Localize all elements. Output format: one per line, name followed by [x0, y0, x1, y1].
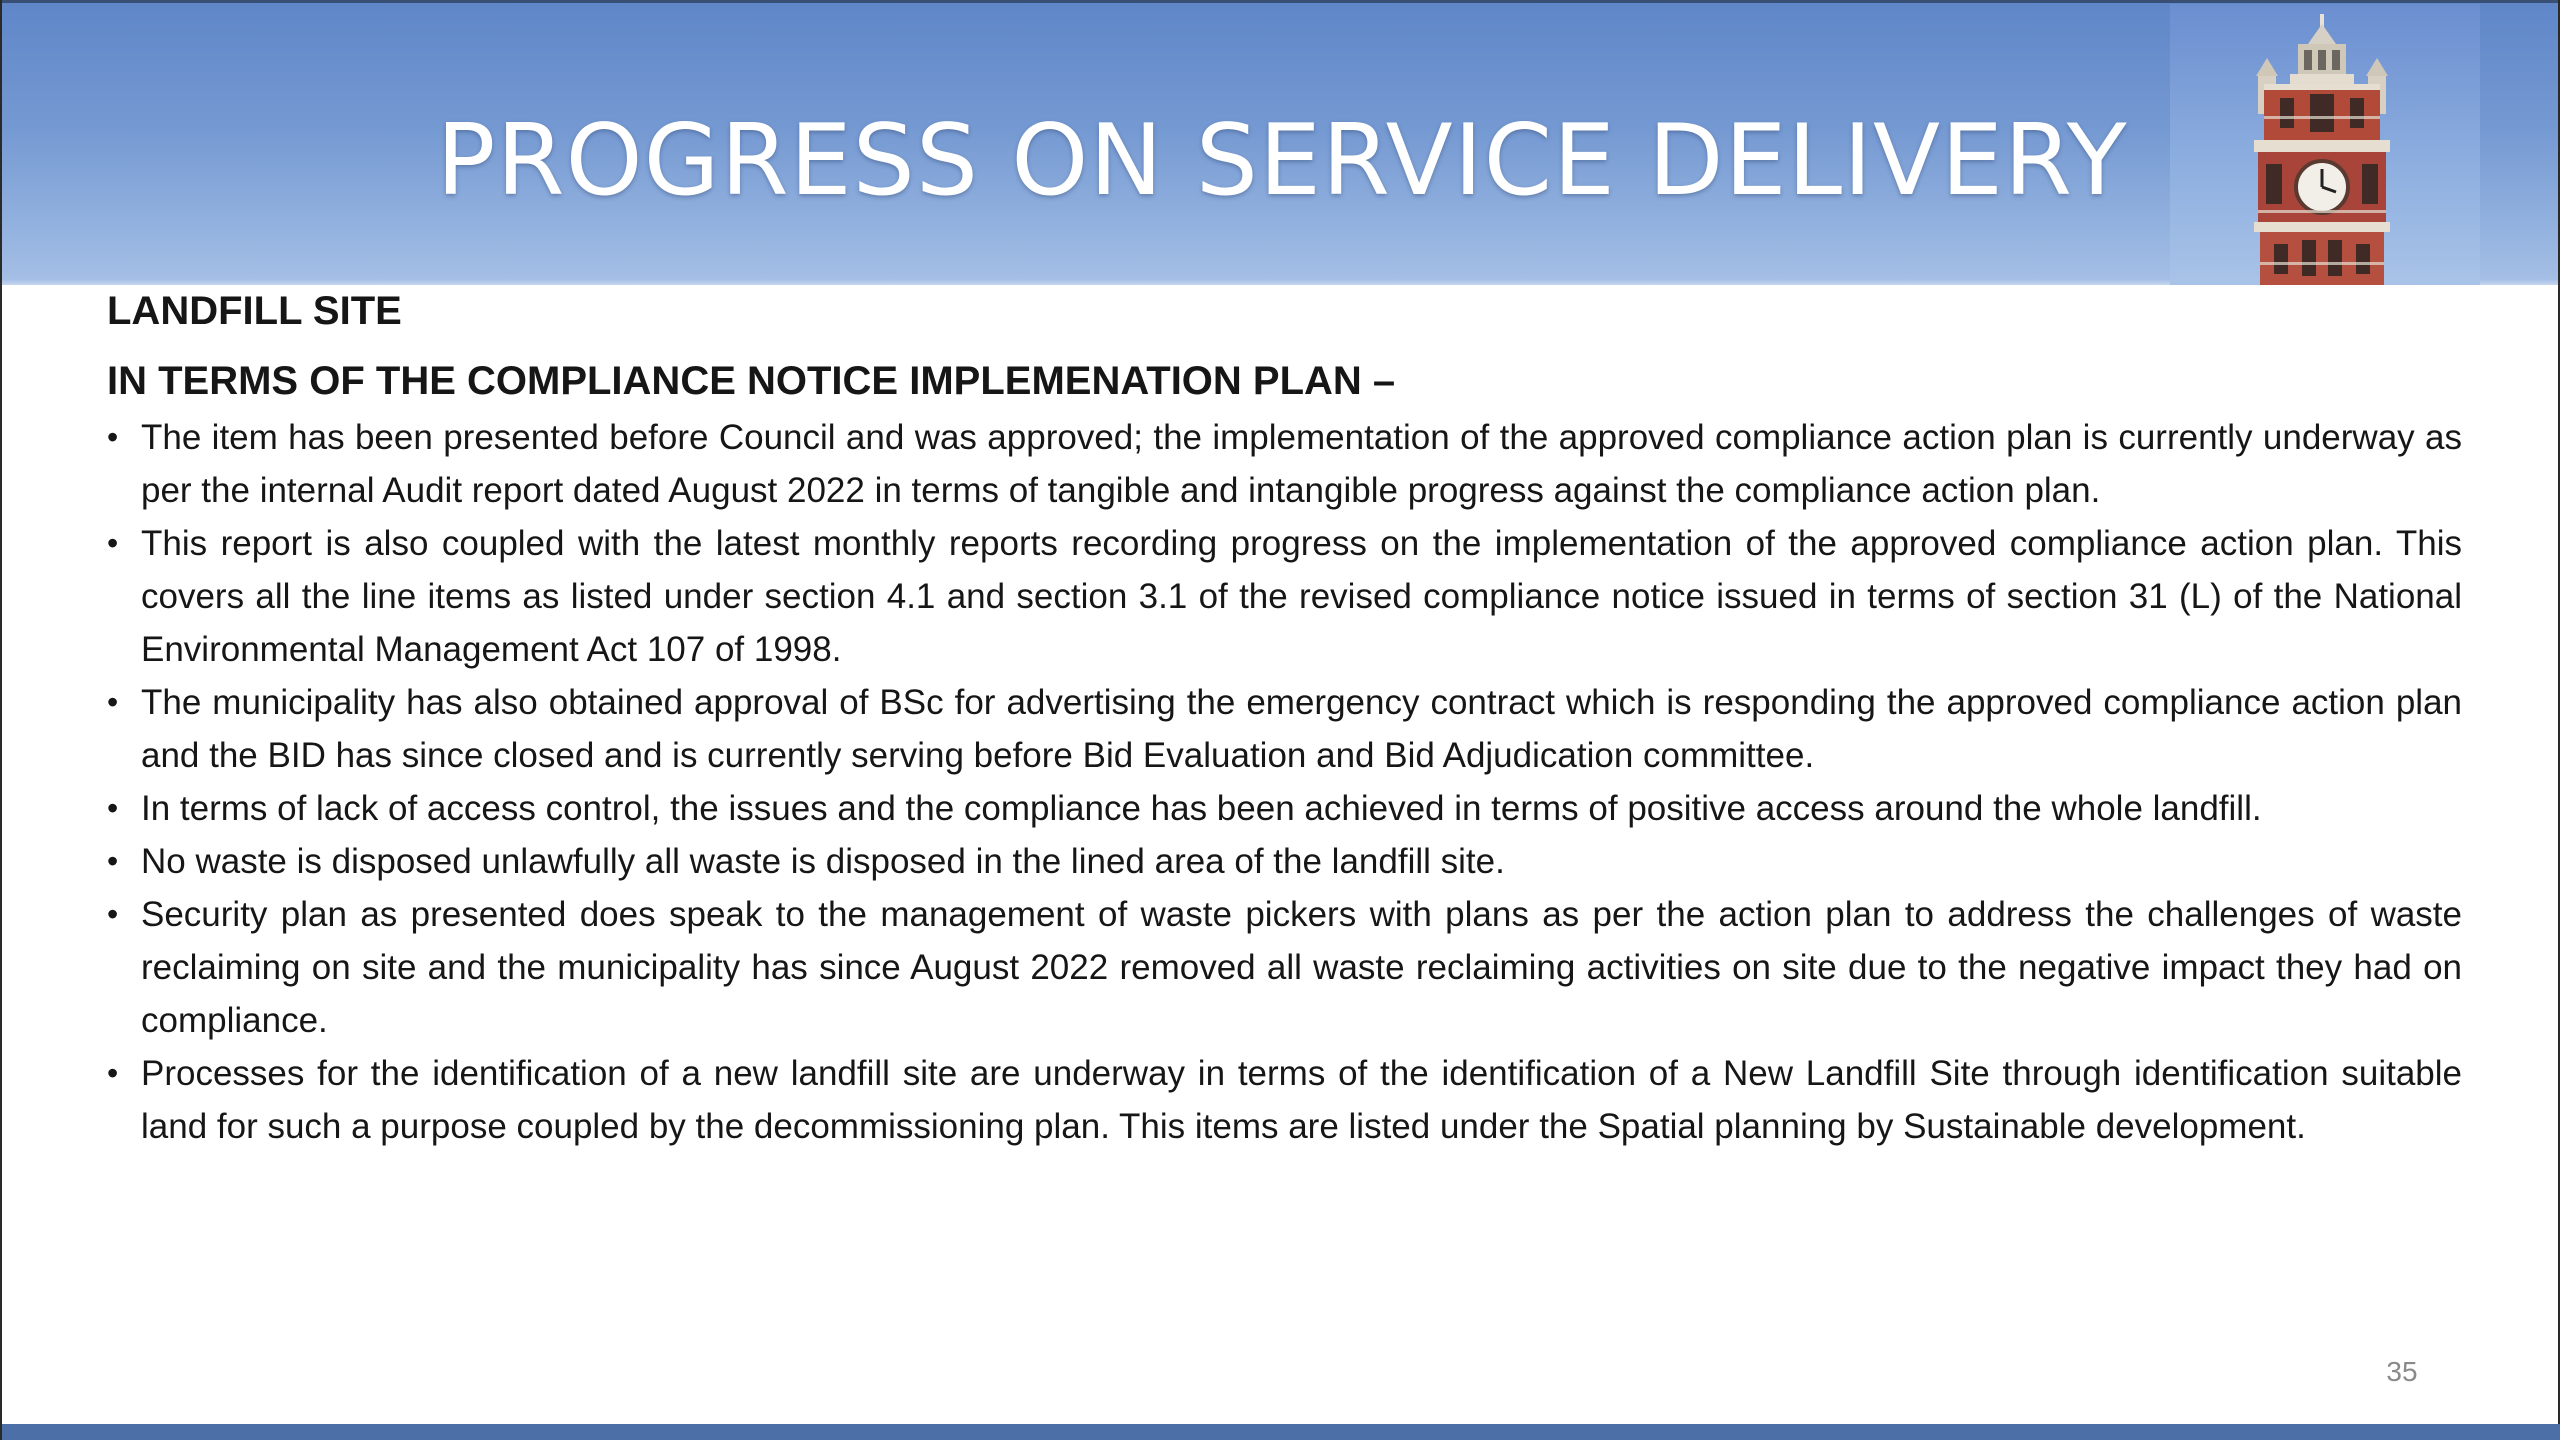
- bullet-item: • The item has been presented before Council and was approved; the implementation of the approved compliance action plan is currently underway as per the internal Audit report dated August 2022 in terms of tangible and intangible progress against the compliance action plan.: [107, 411, 2462, 517]
- bullet-item: • No waste is disposed unlawfully all waste is disposed in the lined area of the landfill site.: [107, 835, 2462, 888]
- bullet-list: [107, 411, 2462, 1153]
- bullet-item: • Processes for the identification of a new landfill site are underway in terms of the identification of a New Landfill Site through identification suitable land for such a purpose coupled by the decommissioning plan. This items are listed under the Spatial planning by Sustainable development.: [107, 1047, 2462, 1153]
- clock-tower-icon: [2170, 4, 2480, 285]
- bullet-item: • The municipality has also obtained approval of BSc for advertising the emergency contract which is responding the approved compliance action plan and the BID has since closed and is currently serving before Bid Evaluation and Bid Adjudication committee.: [107, 676, 2462, 782]
- subsection-heading: IN TERMS OF THE COMPLIANCE NOTICE IMPLEMENATION PLAN –: [107, 359, 1396, 403]
- section-heading: LANDFILL SITE: [107, 289, 402, 333]
- slide-title: PROGRESS ON SERVICE DELIVERY: [436, 104, 2128, 218]
- page-number: 35: [2386, 1356, 2418, 1387]
- bullet-item: • This report is also coupled with the latest monthly reports recording progress on the implementation of the approved compliance action plan. This covers all the line items as listed under section 4.1 and section 3.1 of the revised compliance notice issued in terms of section 31 (L) of the National Environmental Management Act 107 of 1998.: [107, 517, 2462, 676]
- bottom-bar: [2, 1424, 2560, 1440]
- bullet-item: • Security plan as presented does speak to the management of waste pickers with plans as per the action plan to address the challenges of waste reclaiming on site and the municipality has since August 2022 removed all waste reclaiming activities on site due to the negative impact they had on compliance.: [107, 888, 2462, 1047]
- bullet-item: • In terms of lack of access control, the issues and the compliance has been achieved in terms of positive access around the whole landfill.: [107, 782, 2462, 835]
